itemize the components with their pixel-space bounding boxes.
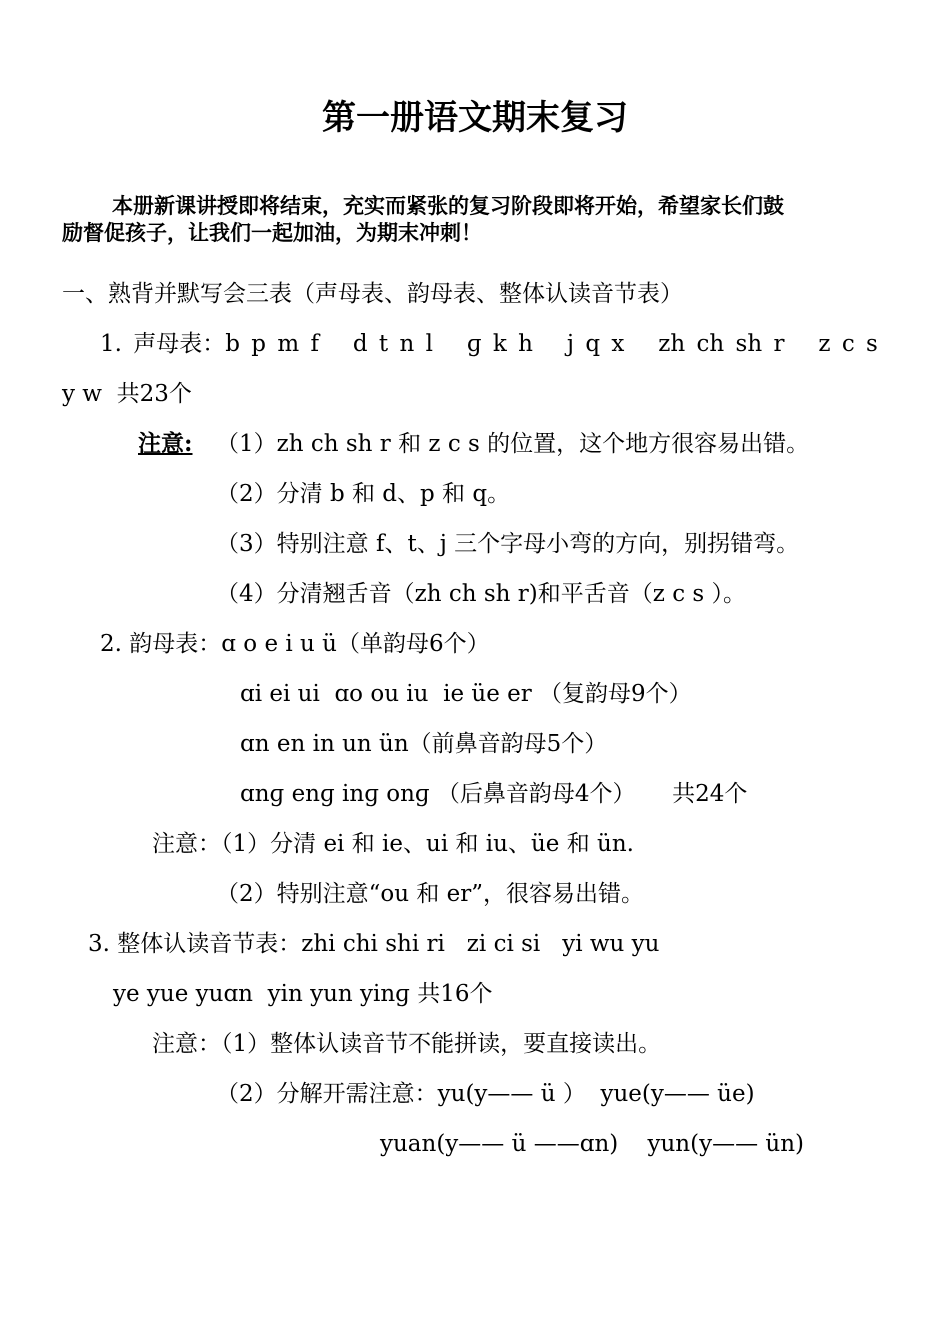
zhengti-line-2: ye yue yuɑn yin yun yinɡ 共16个	[113, 981, 493, 1007]
shengmu-line-1: 1. 声母表：b p m f d t n l ɡ k h j q x zh ch sh r z c s	[100, 331, 878, 357]
yunmu-line-3: ɑn en in un ün（前鼻音韵母5个）	[240, 731, 608, 757]
page-title: 第一册语文期末复习	[322, 98, 628, 138]
intro-line-2: 励督促孩子，让我们一起加油，为期末冲刺！	[62, 221, 482, 245]
zhengti-note-3: yuan(y—— ü ——ɑn) yun(y—— ün)	[380, 1131, 804, 1157]
shengmu-line-2: y w 共23个	[62, 381, 192, 407]
note-label: 注意:	[138, 430, 193, 457]
yunmu-line-1: 2. 韵母表：ɑ o e i u ü（单韵母6个）	[100, 631, 490, 657]
intro-line-1: 本册新课讲授即将结束，充实而紧张的复习阶段即将开始，希望家长们鼓	[112, 194, 784, 218]
yunmu-note-1: 注意：（1）分清 ei 和 ie、ui 和 iu、üe 和 ün.	[152, 831, 634, 857]
shengmu-note-label	[138, 429, 193, 459]
zhengti-note-1: 注意：（1）整体认读音节不能拼读，要直接读出。	[152, 1031, 662, 1057]
shengmu-note-1: （1）zh ch sh r 和 z c s 的位置，这个地方很容易出错。	[216, 431, 810, 457]
shengmu-note-3: （3）特别注意 f、t、j 三个字母小弯的方向，别拐错弯。	[216, 531, 800, 557]
shengmu-note-4: （4）分清翘舌音（zh ch sh r)和平舌音（z c s ）。	[216, 581, 747, 607]
yunmu-line-4: ɑnɡ enɡ inɡ onɡ （后鼻音韵母4个） 共24个	[240, 781, 748, 807]
intro-paragraph	[62, 193, 888, 247]
yunmu-note-2: （2）特别注意“ou 和 er”，很容易出错。	[216, 881, 645, 907]
yunmu-line-2: ɑi ei ui ɑo ou iu ie üe er （复韵母9个）	[240, 681, 692, 707]
shengmu-note-2: （2）分清 b 和 d、p 和 q。	[216, 481, 511, 507]
zhengti-line-1: 3. 整体认读音节表：zhi chi shi ri zi ci si yi wu yu	[88, 931, 660, 957]
section-heading: 一、熟背并默写会三表（声母表、韵母表、整体认读音节表）	[62, 281, 683, 307]
zhengti-note-2: （2）分解开需注意：yu(y—— ü ） yue(y—— üe)	[216, 1081, 755, 1107]
